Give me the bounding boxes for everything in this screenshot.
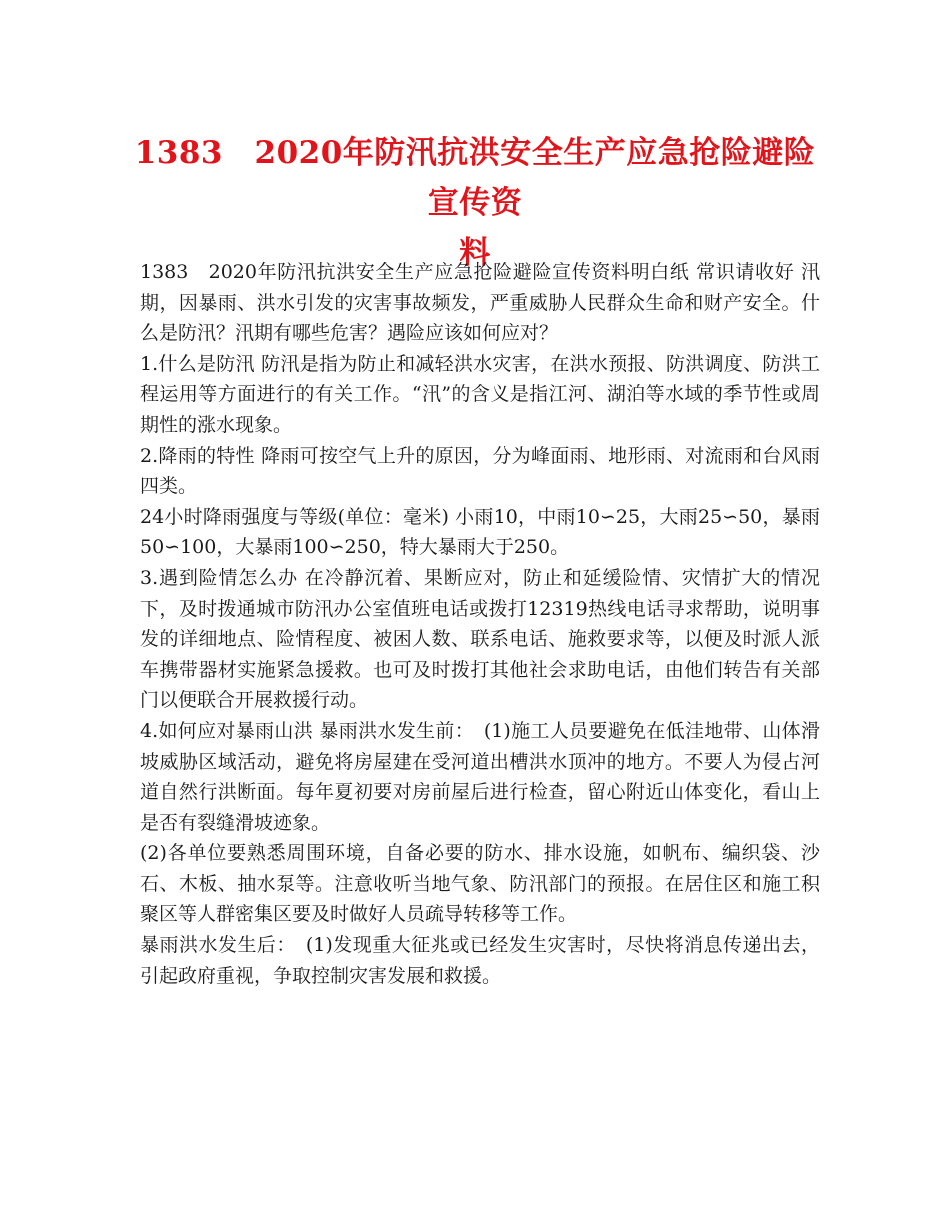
paragraph-preparation: (2)各单位要熟悉周围环境，自备必要的防水、排水设施，如帆布、编织袋、沙石、木板、抽水泵等。注意收听当地气象、防汛部门的预报。在居住区和施工积聚区等人群密集区要及时做好人员疏导转移等工作。 bbox=[140, 842, 820, 926]
document-title bbox=[120, 128, 830, 278]
paragraph-what-is-flood-control: 1.什么是防汛 防汛是指为防止和减轻洪水灾害，在洪水预报、防洪调度、防洪工程运用等方面进行的有关工作。“汛”的含义是指江河、湖泊等水域的季节性或周期性的涨水现象。 bbox=[140, 352, 820, 436]
paragraph-rainfall-intensity: 24小时降雨强度与等级(单位：毫米) 小雨10，中雨10∽25，大雨25∽50，暴雨50∽100，大暴雨100∽250，特大暴雨大于250。 bbox=[140, 505, 820, 559]
title-line-1: 1383 2020年防汛抗洪安全生产应急抢险避险宣传资 bbox=[134, 135, 816, 221]
title-line-2: 料 bbox=[459, 235, 491, 271]
paragraph-after-flood: 暴雨洪水发生后： (1)发现重大征兆或已经发生灾害时，尽快将消息传递出去，引起政府重视，争取控制灾害发展和救援。 bbox=[140, 934, 820, 987]
paragraph-intro: 1383 2020年防汛抗洪安全生产应急抢险避险宣传资料明白纸 常识请收好 汛期，因暴雨、洪水引发的灾害事故频发，严重威胁人民群众生命和财产安全。什么是防汛？汛期有哪些危害？遇险应该如何应对？ bbox=[140, 261, 820, 345]
paragraph-before-flood: 4.如何应对暴雨山洪 暴雨洪水发生前： (1)施工人员要避免在低洼地带、山体滑坡威胁区域活动，避免将房屋建在受河道出槽洪水顶冲的地方。不要人为侵占河道自然行洪断面。每年夏初要对房前屋后进行检查，留心附近山体变化，看山上是否有裂缝滑坡迹象。 bbox=[140, 719, 820, 834]
document-body bbox=[140, 257, 820, 991]
paragraph-emergency-response: 3.遇到险情怎么办 在冷静沉着、果断应对，防止和延缓险情、灾情扩大的情况下，及时拨通城市防汛办公室值班电话或拨打12319热线电话寻求帮助，说明事发的详细地点、险情程度、被困人数、联系电话、施救要求等，以便及时派人派车携带器材实施紧急援救。也可及时拨打其他社会求助电话，由他们转告有关部门以便联合开展救援行动。 bbox=[140, 566, 820, 712]
paragraph-rainfall-types: 2.降雨的特性 降雨可按空气上升的原因，分为峰面雨、地形雨、对流雨和台风雨四类。 bbox=[140, 444, 820, 498]
